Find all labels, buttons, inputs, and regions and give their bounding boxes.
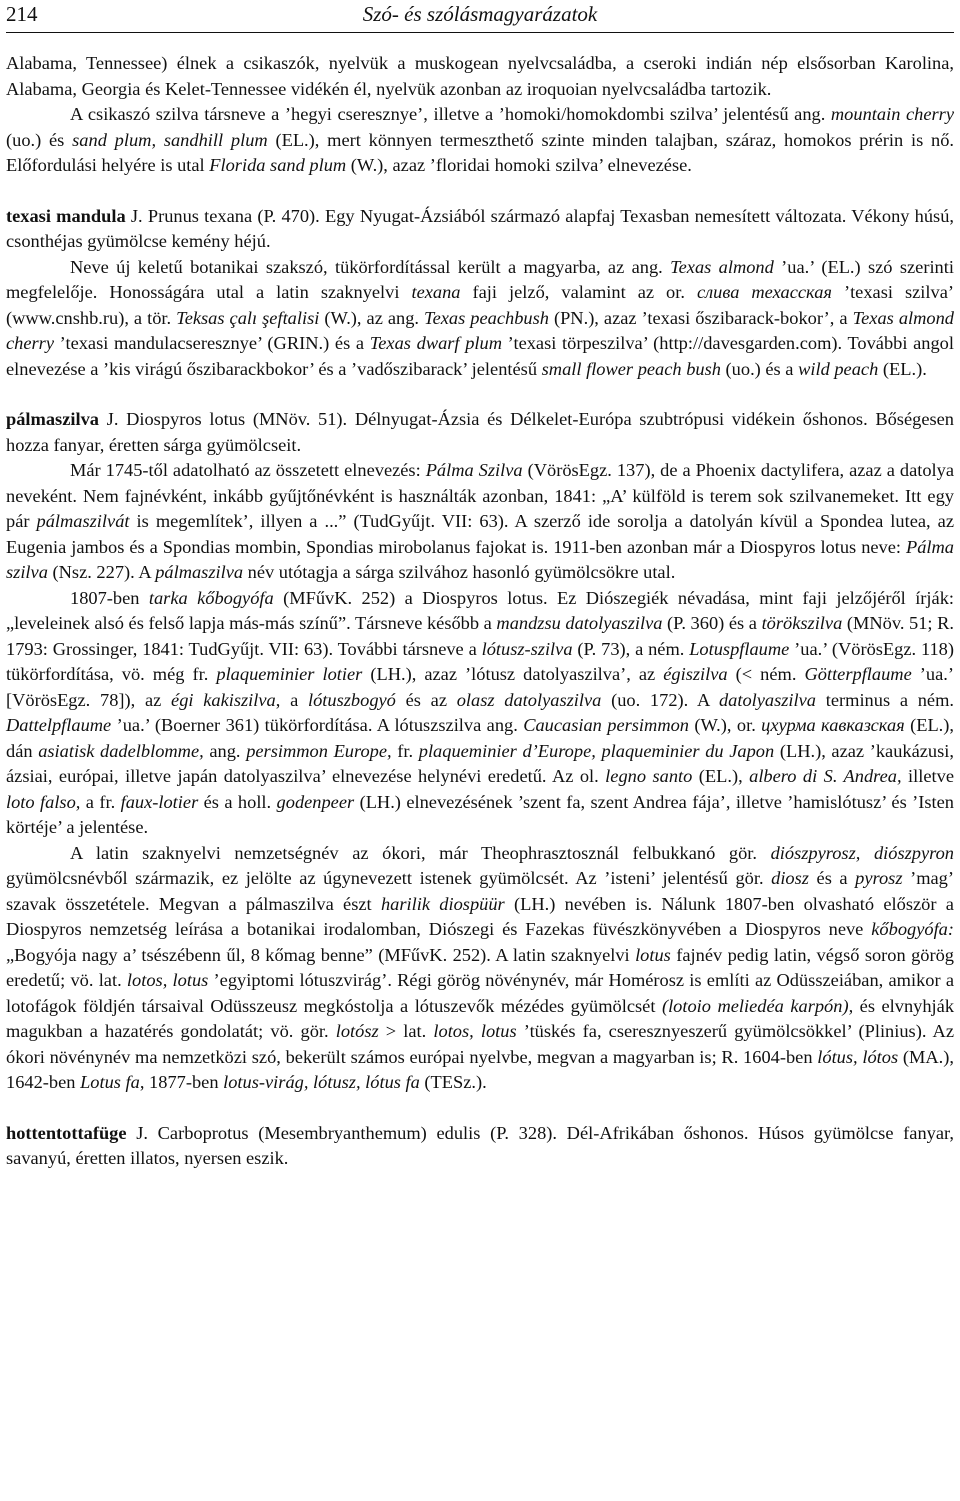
text-run: Már 1745-től adatolható az összetett elnevezés: xyxy=(70,460,426,480)
text-run: és az xyxy=(395,689,457,710)
text-run: J. Diospyros lotus (MNöv. 51). Délnyugat-Ázsia és Délkelet-Európa szubtrópusi vidékein őshonos. Bőségesen hozza fanyar, éretten sárga gyümölcseit. xyxy=(6,409,954,455)
italic-term: Texas dwarf plum xyxy=(369,333,502,353)
text-run: ang. xyxy=(203,740,247,761)
italic-term: godenpeer xyxy=(276,791,355,812)
italic-term: faux-lotier xyxy=(120,791,199,812)
italic-term: mandzsu datolyaszilva xyxy=(496,613,663,633)
text-run: (LH.) elnevezésének ’szent fa, szent Andrea fája’, illetve ’hamislótusz’ és ’Isten körtéje’ a jelentése. xyxy=(6,791,954,837)
text-run: 1807-ben xyxy=(70,587,149,608)
italic-term: törökszilva xyxy=(761,613,843,633)
italic-term: mountain cherry xyxy=(830,104,954,124)
text-run: gyümölcsnévből származik, ez jelölte az úgynevezett istenek gyümölcsét. Az ’isteni’ jelentésű gör. xyxy=(6,868,772,888)
text-run: „Bogyója nagy a’ tsészébenn űl, 8 kőmag benne” (MFűvK. 252). A latin szaknyelvi xyxy=(6,944,636,965)
italic-term: Pálma szilva xyxy=(6,536,954,582)
italic-term: lotósz xyxy=(335,1021,379,1041)
headword: texasi mandula xyxy=(6,205,126,226)
italic-term: Texas almond cherry xyxy=(6,307,954,353)
text-run: ’mag’ szavak összetétele. Megvan a pálmaszilva észt xyxy=(6,868,954,914)
italic-term: lotos, lotus xyxy=(433,1021,517,1041)
header-rule xyxy=(6,32,954,33)
italic-term: Lotuspflaume xyxy=(689,638,790,659)
text-run: a fr. xyxy=(80,791,121,812)
headword: hottentottafüge xyxy=(6,1122,127,1143)
text-run: (uo.) és a xyxy=(720,358,799,379)
paragraph-kobogyofa xyxy=(6,586,954,841)
italic-term: pyrosz xyxy=(855,868,903,888)
italic-term: Pálma Szilva xyxy=(425,460,523,480)
italic-term: diószpyrosz, diószpyron xyxy=(770,842,954,863)
italic-term: Caucasian persimmon xyxy=(523,715,689,735)
italic-term: pálmaszilva xyxy=(155,562,244,582)
text-run: ’egyiptomi lótuszvirág’. Régi görög növénynév, már Homérosz is említi az Odüsszeiában, amikor a lotofágok földjén társaival Odüsszeusz megkóstolja a lótuszevők mézédes gyümölcsét xyxy=(6,970,954,1016)
text-run: (W.), or. xyxy=(689,715,762,735)
text-run: A latin szaknyelvi nemzetségnév az ókori, már Theophrasztosznál felbukkanó gör. xyxy=(70,842,771,863)
paragraph-texasi-mandula-etymology xyxy=(6,255,954,383)
text-run: (P. 73), a ném. xyxy=(572,638,690,659)
italic-term: Götterpflaume xyxy=(804,664,912,684)
italic-term: pálmaszilvát xyxy=(36,511,130,531)
text-run: név utótagja a sárga szilvához hasonló gyümölcsökre utal. xyxy=(243,562,676,582)
italic-term: kőbogyófa: xyxy=(871,919,954,939)
text-run: , a xyxy=(275,689,308,710)
italic-term: texana xyxy=(411,282,461,302)
italic-term: Texas almond xyxy=(670,256,774,277)
text-run: ’texasi mandulacseresznye’ (GRIN.) és a xyxy=(54,333,370,353)
text-run: és a xyxy=(808,868,856,888)
italic-term: persimmon Europe, xyxy=(246,740,392,761)
text-run: (uo.) és xyxy=(6,129,73,150)
text-run: ’ua.’ (Boerner 361) tükörfordítása. A lótuszszilva ang. xyxy=(111,715,524,735)
text-run: (VörösEgz. 137), de a Phoenix dactylifera, azaz a datolya neveként. Nem fajnévként, inkább gyűjtőnévként is használták azonban, 1841: „A’ külföld is terem sok szilvanemeket. Itt egy pár xyxy=(6,460,955,531)
text-run: (TESz.). xyxy=(419,1072,487,1092)
text-run: ’tüskés fa, cseresznyeszerű gyümölcsökkel’ (Plinius). Az ókori növénynév ma nemzetközi szó, bekerült számos európai nyelvbe, megvan a magyarban is; R. 1604-ben xyxy=(6,1021,954,1067)
italic-term: Teksas çalı şeftalisi xyxy=(176,307,320,328)
text-run: (LH.) nevében is. Nálunk 1807-ben olvasható először a Diospyros nemzetség leírása a botanikai irodalomban, Diószegi és Fazekas füvészkönyvében a Diospyros neve xyxy=(6,893,954,939)
italic-term: égi kakiszilva xyxy=(171,689,276,710)
italic-term: diosz xyxy=(771,868,809,888)
italic-term: olasz datolyaszilva xyxy=(456,689,602,710)
running-title: Szó- és szólásmagyarázatok xyxy=(362,2,598,26)
italic-term: sand plum, sandhill plum xyxy=(72,129,268,150)
italic-term: lótusz-szilva xyxy=(481,638,573,659)
entry-hottentottafuge xyxy=(6,1121,954,1172)
italic-term: albero di S. Andrea, xyxy=(749,766,902,786)
italic-term: Florida sand plum xyxy=(209,155,347,175)
italic-term: цхурма кавказская xyxy=(761,715,905,735)
text-run: (EL.), mert könnyen termeszthető szinte minden talajban, száraz, homokos prérin is nő. Előfordulási helyére is utal xyxy=(6,129,954,175)
italic-term: legno santo xyxy=(605,766,693,786)
text-run: (uo. 172). A xyxy=(601,689,719,710)
text-run: ’ua.’ [VörösEgz. 78]), az xyxy=(6,664,954,710)
italic-term: plaqueminier lotier xyxy=(216,664,363,684)
italic-term: égiszilva xyxy=(663,664,728,684)
italic-term: harilik diospüür xyxy=(380,893,505,914)
text-run: ’ua.’ (VörösEgz. 118) tükörfordítása, vö. még fr. xyxy=(6,638,954,684)
text-run: (EL.). xyxy=(878,358,927,379)
text-run: A csikaszó szilva társneve a ’hegyi cseresznye’, illetve a ’homoki/homokdombi szilva’ jelentésű ang. xyxy=(70,104,831,124)
text-run: terminus a ném. xyxy=(816,689,954,710)
text-run: > lat. xyxy=(378,1021,434,1041)
italic-term: Texas peachbush xyxy=(424,307,549,328)
text-run: (LH.), azaz ’kaukázusi, ázsiai, európai, illetve japán datolyaszilva’ elnevezése helynévi eredetű. Az ol. xyxy=(6,740,954,786)
italic-term: lotus-virág, lótusz, lótus fa xyxy=(223,1072,420,1092)
text-run: és elvnyhják magukban a hazatérés gondolatát; vö. gör. xyxy=(6,995,955,1041)
italic-term: lótus, lótos xyxy=(817,1046,899,1067)
entry-texasi-mandula xyxy=(6,204,954,255)
entry-palmaszilva xyxy=(6,407,954,458)
text-run: (EL.), dán xyxy=(6,715,955,761)
italic-term: plaqueminier d’Europe, plaqueminier du Japon xyxy=(418,740,775,761)
paragraph-sand-plum xyxy=(6,102,954,179)
text-run: (W.), az ang. xyxy=(319,307,425,328)
paragraph-palmaszilva-history xyxy=(6,458,954,586)
italic-term: слива техасская xyxy=(696,282,832,302)
text-run: J. Carboprotus (Mesembryanthemum) edulis (P. 328). Dél-Afrikában őshonos. Húsos gyümölcse fanyar, savanyú, éretten illatos, nyersen eszik. xyxy=(6,1122,954,1168)
text-run: és a holl. xyxy=(198,791,277,812)
text-run: (W.), azaz ’floridai homoki szilva’ elnevezése. xyxy=(346,155,692,175)
text-run: (LH.), azaz ’lótusz datolyaszilva’, az xyxy=(362,664,664,684)
italic-term: lotos, lotus xyxy=(126,970,209,990)
text-run: J. Prunus texana (P. 470). Egy Nyugat-Ázsiából származó alapfaj Texasban nemesített változata. Vékony húsú, csonthéjas gyümölcse kemény héjú. xyxy=(6,205,955,251)
italic-term: lótuszbogyó xyxy=(308,689,396,710)
italic-term: (lotoio meliedéa karpón), xyxy=(661,995,854,1016)
text-run: ’texasi törpeszilva’ (http://davesgarden.com). További angol elnevezése a ’kis virágú őszibarackbokor’ és a ’vadőszibarack’ jelentésű xyxy=(6,333,954,379)
text-run: , 1877-ben xyxy=(139,1072,224,1092)
italic-term: wild peach xyxy=(798,358,879,379)
text-run: (Nsz. 227). A xyxy=(47,562,156,582)
text-run: Neve új keletű botanikai szakszó, tükörfordítással került a magyarba, az ang. xyxy=(70,256,671,277)
text-run: (EL.), xyxy=(692,766,750,786)
italic-term: loto falso, xyxy=(6,791,81,812)
page-body xyxy=(6,51,954,1172)
page-header xyxy=(0,0,960,30)
italic-term: tarka kőbogyófa xyxy=(148,587,274,608)
page-number: 214 xyxy=(6,2,38,26)
text-run: (PN.), azaz ’texasi őszibarack-bokor’, a xyxy=(548,307,853,328)
text-run: (MNöv. 51; R. 1793: Grossinger, 1841: TudGyűjt. VII: 63). További társneve a xyxy=(6,613,954,659)
text-run: is megemlítek’, illyen a ...” (TudGyűjt. VII: 63). A szerző ide sorolja a datolyán kívül a Spondea lutea, az Eugenia jambos és a Spondias mombin, Spondias mirobolanus fajokat is. 1911-ben azonban már a Diospyros lotus neve: xyxy=(6,511,954,557)
text-run: (P. 360) és a xyxy=(662,613,762,633)
headword: pálmaszilva xyxy=(6,409,99,429)
text-run: fr. xyxy=(391,740,419,761)
text-run: Alabama, Tennessee) élnek a csikaszók, nyelvük a muskogean nyelvcsaládba, a cseroki indián nép elsősorban Karolina, Alabama, Georgia és Kelet-Tennessee vidékén él, nyelvük azonban az iroquoian nyelvcsaládba tartozik. xyxy=(6,53,954,99)
text-run: faji jelző, valamint az or. xyxy=(460,282,697,302)
text-run: ’ua.’ (EL.) szó szerinti megfelelője. Honosságára utal a latin szaknyelvi xyxy=(6,256,954,302)
text-run: (MFűvK. 252) a Diospyros lotus. Ez Diószegiék névadása, mint faji jelzőjéről írják: „leveleinek alsó és felső lapja más-más színű”. Társneve később a xyxy=(6,587,955,633)
text-run: illetve xyxy=(901,766,955,786)
italic-term: Lotus fa xyxy=(80,1072,140,1092)
italic-term: small flower peach bush xyxy=(541,358,721,379)
text-run: (< ném. xyxy=(727,664,805,684)
italic-term: asiatisk dadelblomme, xyxy=(38,740,204,761)
text-run: ’texasi szilva’ (www.cnshb.ru), a tör. xyxy=(6,282,954,328)
text-run: fajnév pedig latin, végső soron görög eredetű; vö. lat. xyxy=(6,944,954,990)
paragraph-diospyros-etymology xyxy=(6,841,954,1096)
italic-term: datolyaszilva xyxy=(718,689,817,710)
paragraph-continuation xyxy=(6,51,954,102)
italic-term: Dattelpflaume xyxy=(6,715,112,735)
italic-term: lotus xyxy=(635,944,671,965)
text-run: (MA.), 1642-ben xyxy=(6,1046,954,1092)
